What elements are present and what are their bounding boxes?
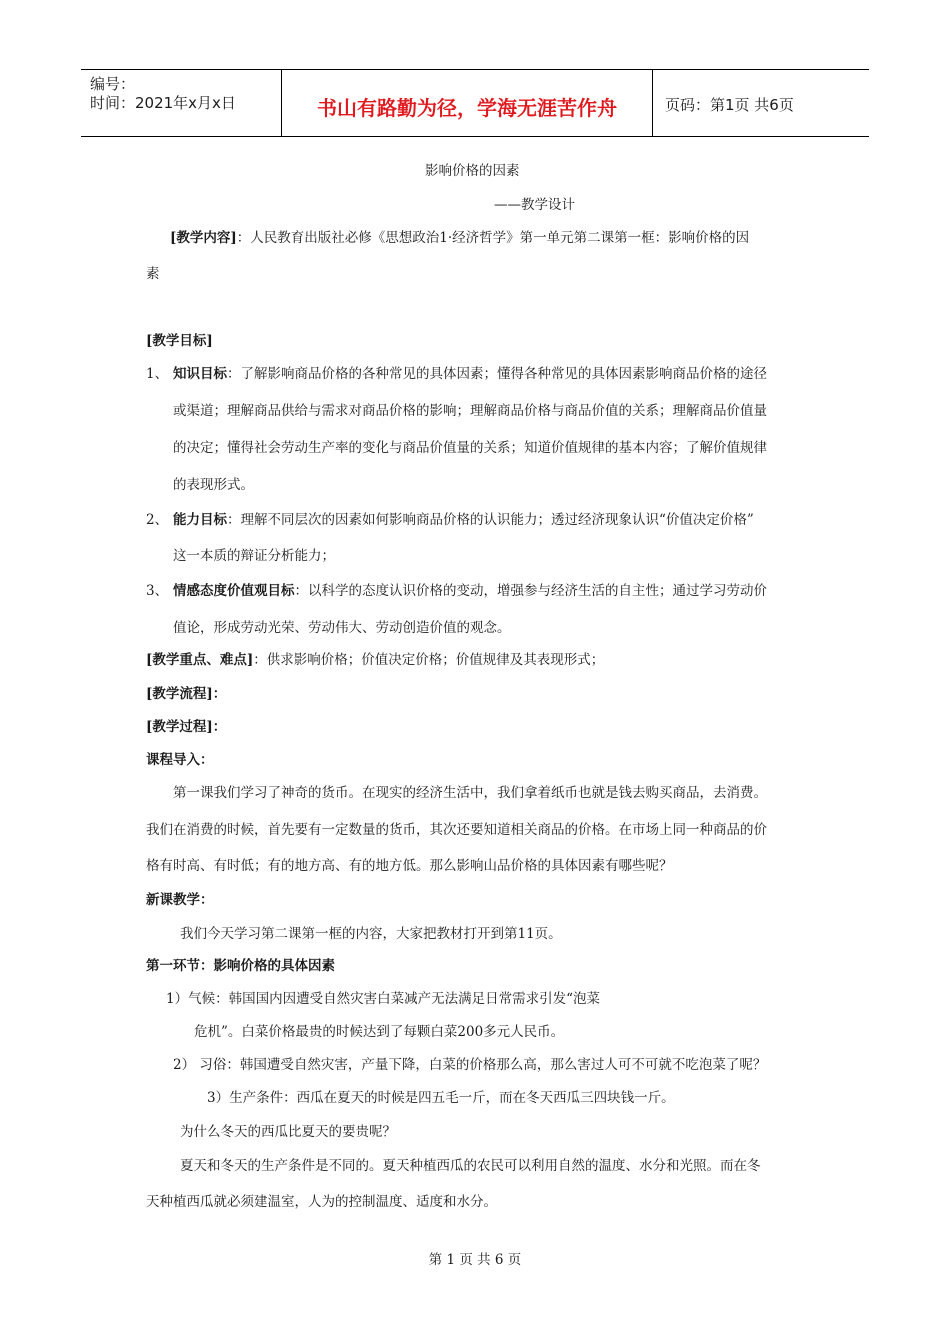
key-points-label: [教学重点、难点] bbox=[146, 652, 254, 668]
footer-page-number: 第 1 页 共 6 页 bbox=[428, 1252, 522, 1268]
item2-text: 2） 习俗：韩国遭受自然灾害，产量下降，白菜的价格那么高，那么害过人可不可就不吃泡菜了呢？ bbox=[173, 1057, 767, 1073]
key-points-paragraph bbox=[146, 651, 604, 669]
goal1-number: 1、 bbox=[146, 366, 169, 382]
key-points-text: ：供求影响价格；价值决定价格；价值规律及其表现形式； bbox=[253, 652, 605, 668]
goal1-line-1 bbox=[173, 365, 767, 383]
goal1-line-2: 或渠道；理解商品供给与需求对商品价格的影响；理解商品价格与商品价值的关系；理解商品价值量 bbox=[173, 403, 767, 419]
flow-heading: [教学流程]： bbox=[146, 686, 227, 702]
intro-line-2: 我们在消费的时候，首先要有一定数量的货币，其次还要知道相关商品的价格。在市场上同一种商品的价 bbox=[146, 822, 767, 838]
content-paragraph bbox=[170, 229, 749, 247]
goal1-line-3: 的决定；懂得社会劳动生产率的变化与商品价值量的关系；知道价值规律的基本内容；了解价值规律 bbox=[173, 440, 767, 456]
content-text: ：人民教育出版社必修《思想政治1·经济哲学》第一单元第二课第一框：影响价格的因 bbox=[236, 230, 750, 246]
section1-heading: 第一环节：影响价格的具体因素 bbox=[146, 958, 335, 974]
content-text-continued: 素 bbox=[146, 266, 160, 282]
goal3-number: 3、 bbox=[146, 583, 169, 599]
new-lesson-text: 我们今天学习第二课第一框的内容，大家把教材打开到第11页。 bbox=[180, 926, 562, 942]
intro-line-1: 第一课我们学习了神奇的货币。在现实的经济生活中，我们拿着纸币也就是钱去购买商品，去消费。 bbox=[173, 785, 767, 801]
goal2-label: 能力目标 bbox=[173, 512, 227, 528]
goal2-number: 2、 bbox=[146, 512, 169, 528]
goal3-line-2: 值论，形成劳动光荣、劳动伟大、劳动创造价值的观念。 bbox=[173, 620, 511, 636]
header-motto-cell bbox=[282, 70, 653, 136]
goal2-line-2: 这一本质的辩证分析能力； bbox=[173, 548, 335, 564]
header-motto: 书山有路勤为径，学海无涯苦作舟 bbox=[317, 96, 617, 120]
document-subtitle: ——教学设计 bbox=[494, 197, 575, 213]
goal2-line-1 bbox=[173, 511, 754, 529]
header-page-info: 页码：第1页 共6页 bbox=[665, 96, 794, 114]
question-text: 为什么冬天的西瓜比夏天的要贵呢？ bbox=[180, 1124, 396, 1140]
goal3-label: 情感态度价值观目标 bbox=[173, 583, 295, 599]
process-heading: [教学过程]： bbox=[146, 719, 227, 735]
goal3-line-1 bbox=[173, 582, 767, 600]
intro-heading: 课程导入： bbox=[146, 752, 214, 768]
document-time-label: 时间：2021年x月x日 bbox=[90, 94, 236, 112]
answer-line-1: 夏天和冬天的生产条件是不同的。夏天种植西瓜的农民可以利用自然的温度、水分和光照。而在冬 bbox=[180, 1158, 761, 1174]
content-label: [教学内容] bbox=[170, 230, 237, 246]
goal1-text: ：了解影响商品价格的各种常见的具体因素；懂得各种常见的具体因素影响商品价格的途径 bbox=[227, 366, 767, 382]
document-header bbox=[81, 69, 869, 137]
header-info-cell bbox=[81, 70, 282, 136]
goal3-text: ：以科学的态度认识价格的变动，增强参与经济生活的自主性；通过学习劳动价 bbox=[294, 583, 767, 599]
header-page-cell bbox=[653, 70, 869, 136]
item1-line-1: 1）气候：韩国国内因遭受自然灾害白菜减产无法满足日常需求引发“泡菜 bbox=[166, 991, 600, 1007]
goal2-text: ：理解不同层次的因素如何影响商品价格的认识能力；透过经济现象认识“价值决定价格” bbox=[227, 512, 754, 528]
item3-text: 3）生产条件：西瓜在夏天的时候是四五毛一斤，而在冬天西瓜三四块钱一斤。 bbox=[207, 1090, 675, 1106]
document-number-label: 编号： bbox=[90, 75, 136, 93]
document-title: 影响价格的因素 bbox=[425, 163, 520, 179]
intro-line-3: 格有时高、有时低；有的地方高、有的地方低。那么影响山品价格的具体因素有哪些呢？ bbox=[146, 858, 673, 874]
answer-line-2: 天种植西瓜就必须建温室，人为的控制温度、适度和水分。 bbox=[146, 1194, 497, 1210]
item1-line-2: 危机”。白菜价格最贵的时候达到了每颗白菜200多元人民币。 bbox=[194, 1024, 565, 1040]
goal1-line-4: 的表现形式。 bbox=[173, 477, 254, 493]
goals-heading: [教学目标] bbox=[146, 333, 213, 349]
goal1-label: 知识目标 bbox=[173, 366, 227, 382]
new-lesson-heading: 新课教学： bbox=[146, 892, 214, 908]
